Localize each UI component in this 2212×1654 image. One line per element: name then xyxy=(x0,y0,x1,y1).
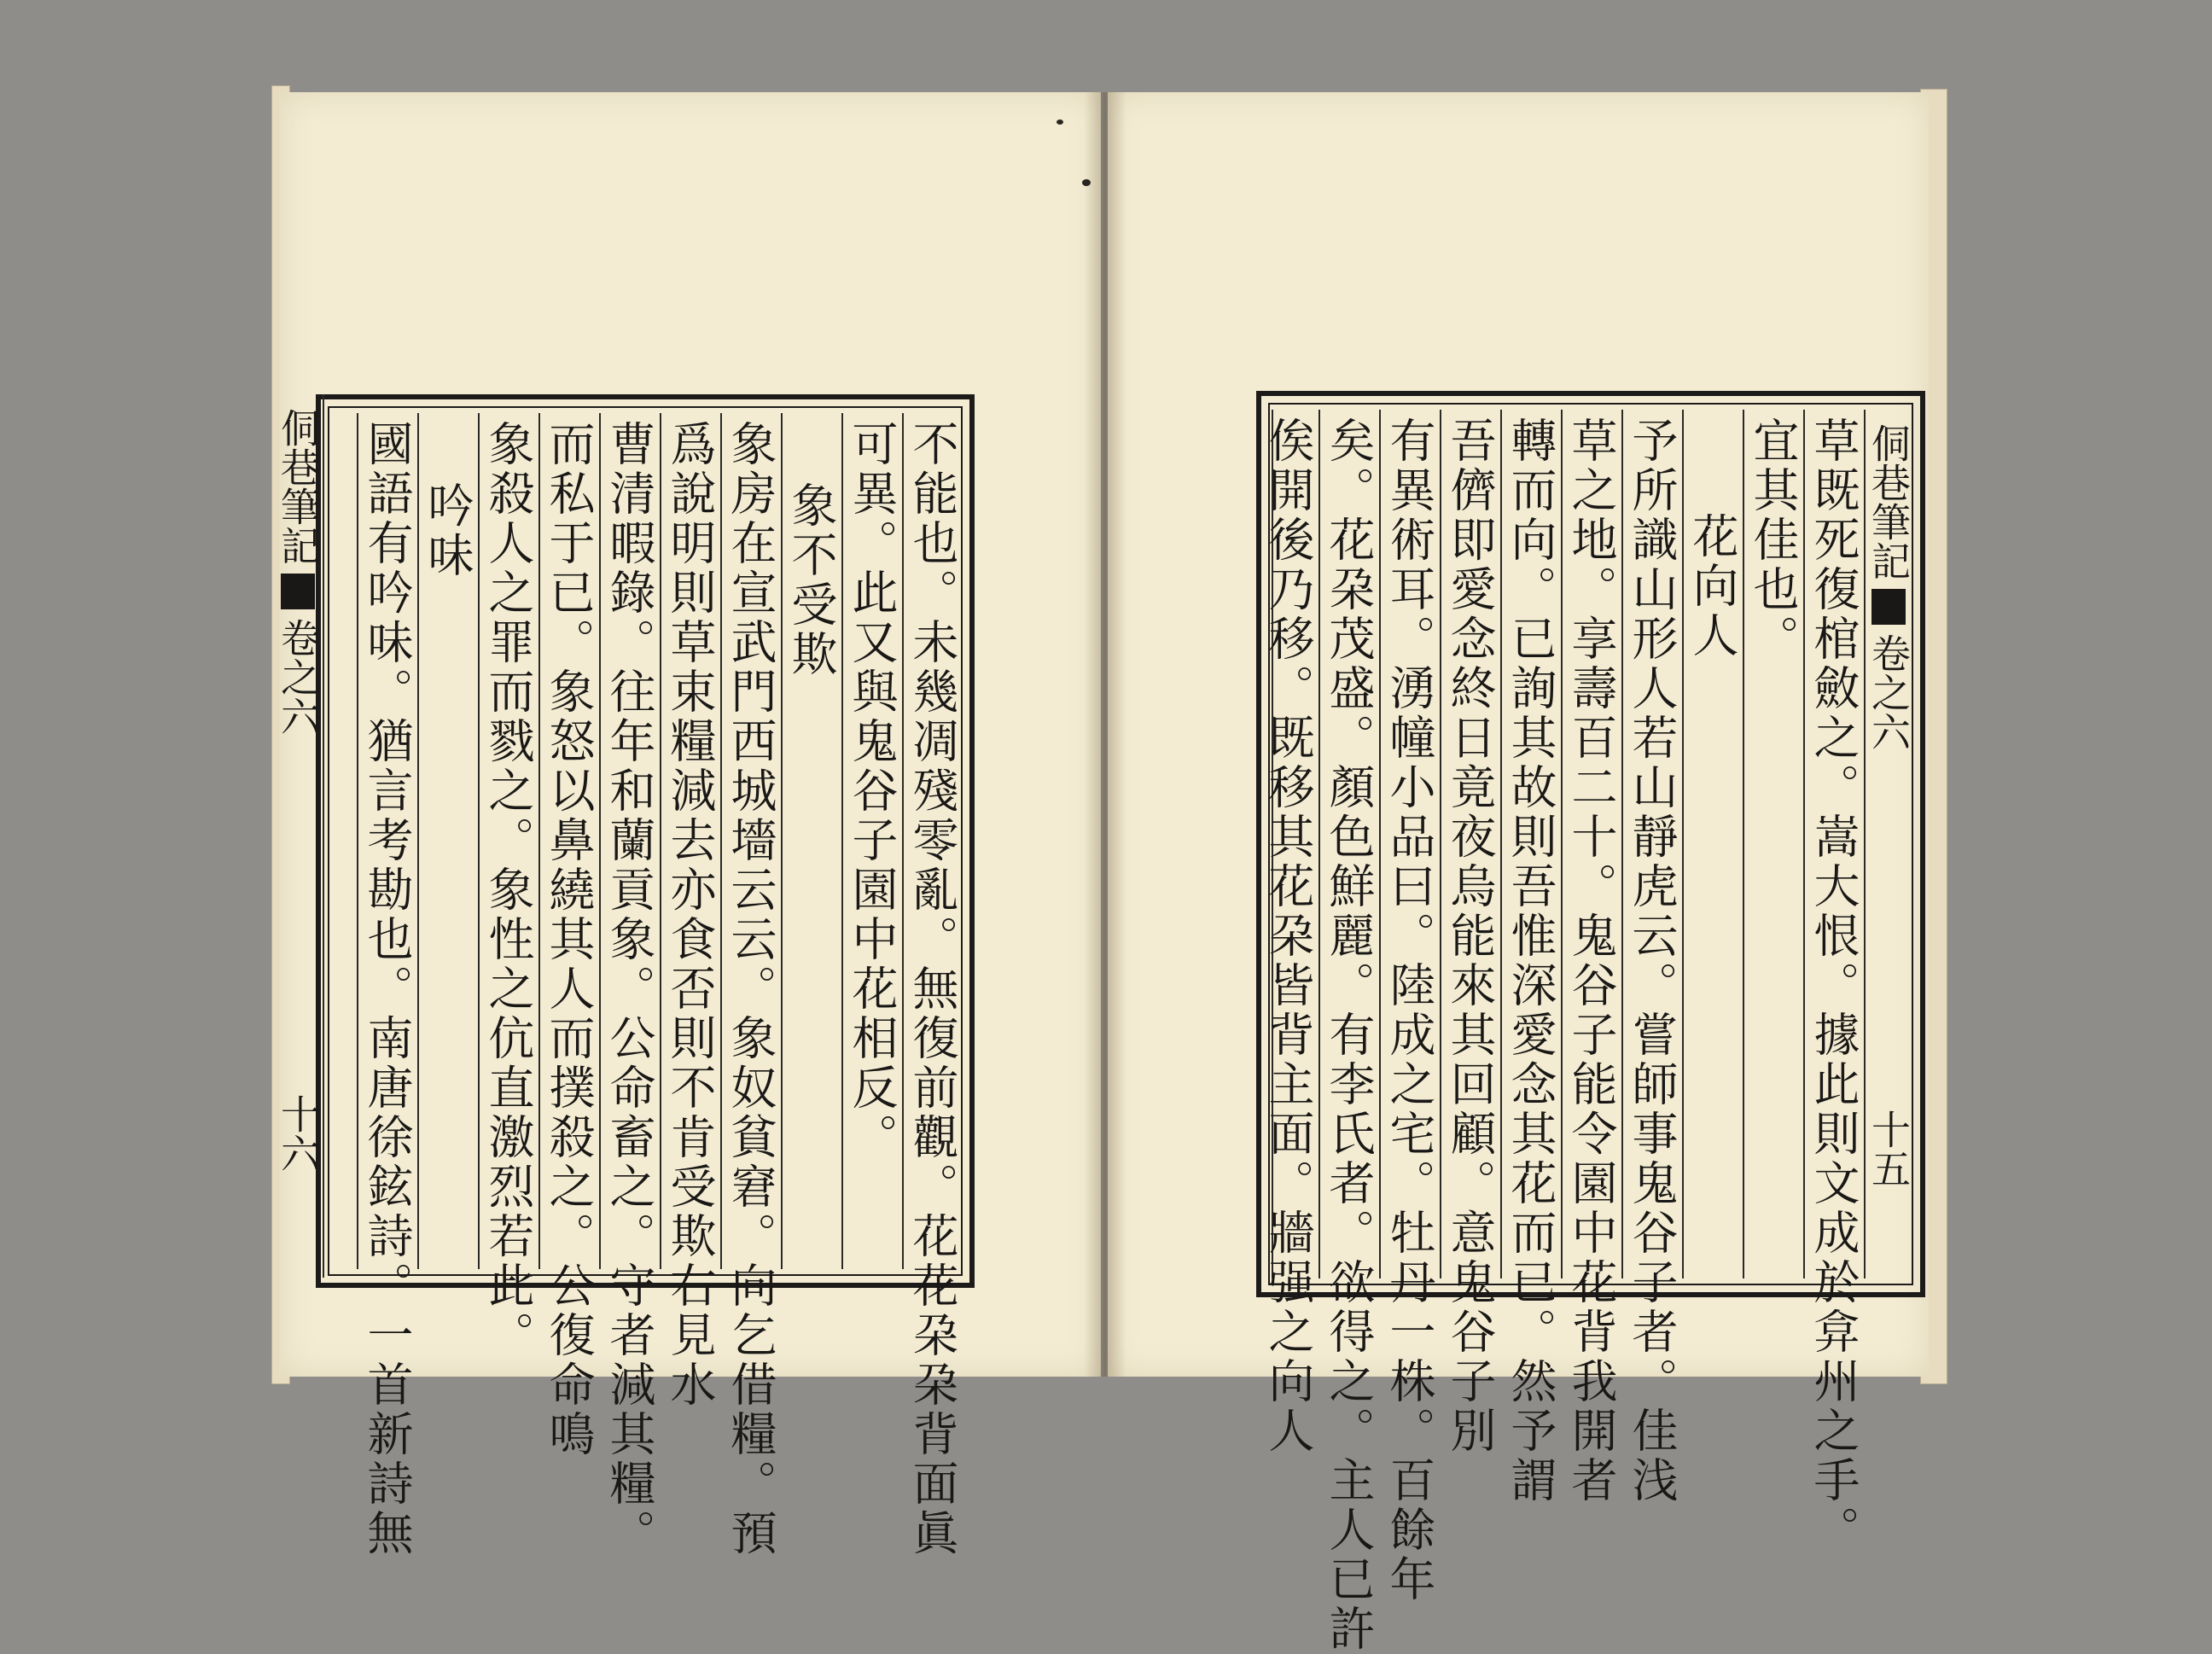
fishtail-mark xyxy=(1871,589,1906,625)
page-number: 十五 xyxy=(1866,1109,1912,1188)
text-column: 俟開後乃移。既移其花朶皆背主面。牆强之向人 xyxy=(1272,410,1318,1278)
banner-volume: 卷之六 xyxy=(1866,633,1912,751)
left-page-banner xyxy=(275,394,324,1278)
right-text-frame xyxy=(1256,391,1925,1654)
left-text-frame xyxy=(316,394,975,1558)
text-column: 予所識山形人若山靜虎云。嘗師事鬼谷子者。佳浅 xyxy=(1621,410,1682,1278)
banner-volume: 卷之六 xyxy=(275,618,321,736)
text-column: 吟味 xyxy=(417,413,478,1269)
banner-title: 侗巷筆記 xyxy=(1866,423,1912,580)
text-column: 花向人 xyxy=(1682,410,1743,1278)
text-column: 吾儕即愛念終日竟夜烏能來其回顧。意鬼谷子別 xyxy=(1440,410,1500,1278)
text-column: 曹清暇錄。往年和蘭貢象。公命畜之。守者減其糧。 xyxy=(599,413,660,1269)
right-page-banner xyxy=(1864,410,1913,1278)
text-column: 不能也。未幾凋殘零亂。無復前觀。花花朶朶背面眞 xyxy=(902,413,963,1269)
text-column: 國語有吟味。猶言考勘也。南唐徐鉉詩。一首新詩無 xyxy=(357,413,417,1269)
ink-spot xyxy=(1082,179,1091,186)
fishtail-mark xyxy=(281,574,315,609)
banner-title: 侗巷筆記 xyxy=(275,408,321,565)
text-column: 象殺人之罪而戮之。象性之伉直激烈若此。 xyxy=(478,413,538,1269)
text-column: 草之地。享壽百二十。鬼谷子能令園中花背我開者 xyxy=(1561,410,1621,1278)
text-column: 象不受欺 xyxy=(781,413,841,1269)
text-column: 宜其佳也。 xyxy=(1743,410,1803,1278)
book-gutter xyxy=(1084,92,1126,1377)
text-column: 有異術耳。湧幢小品曰。陸成之宅。牡丹一株。百餘年 xyxy=(1379,410,1440,1278)
text-column: 而私于已。象怒以鼻繞其人而撲殺之。公復命鳴 xyxy=(538,413,599,1269)
ink-spot xyxy=(1057,119,1063,125)
text-column: 矣。花朶茂盛。顏色鮮麗。有李氏者。欲得之。主人已許 xyxy=(1318,410,1379,1278)
page-number: 十六 xyxy=(275,1094,321,1173)
text-column: 象房在宣武門西城墻云云。象奴貧窘。向乞借糧。預 xyxy=(720,413,781,1269)
text-column: 轉而向。已詢其故則吾惟深愛念其花而已。然予謂 xyxy=(1500,410,1561,1278)
text-column: 爲說明則草束糧減去亦食否則不肯受欺右見水 xyxy=(660,413,720,1269)
text-column: 草既死復棺斂之。嵩大恨。據此則文成於弇州之手。 xyxy=(1803,410,1864,1278)
text-column: 可異。此又與鬼谷子園中花相反。 xyxy=(841,413,902,1269)
